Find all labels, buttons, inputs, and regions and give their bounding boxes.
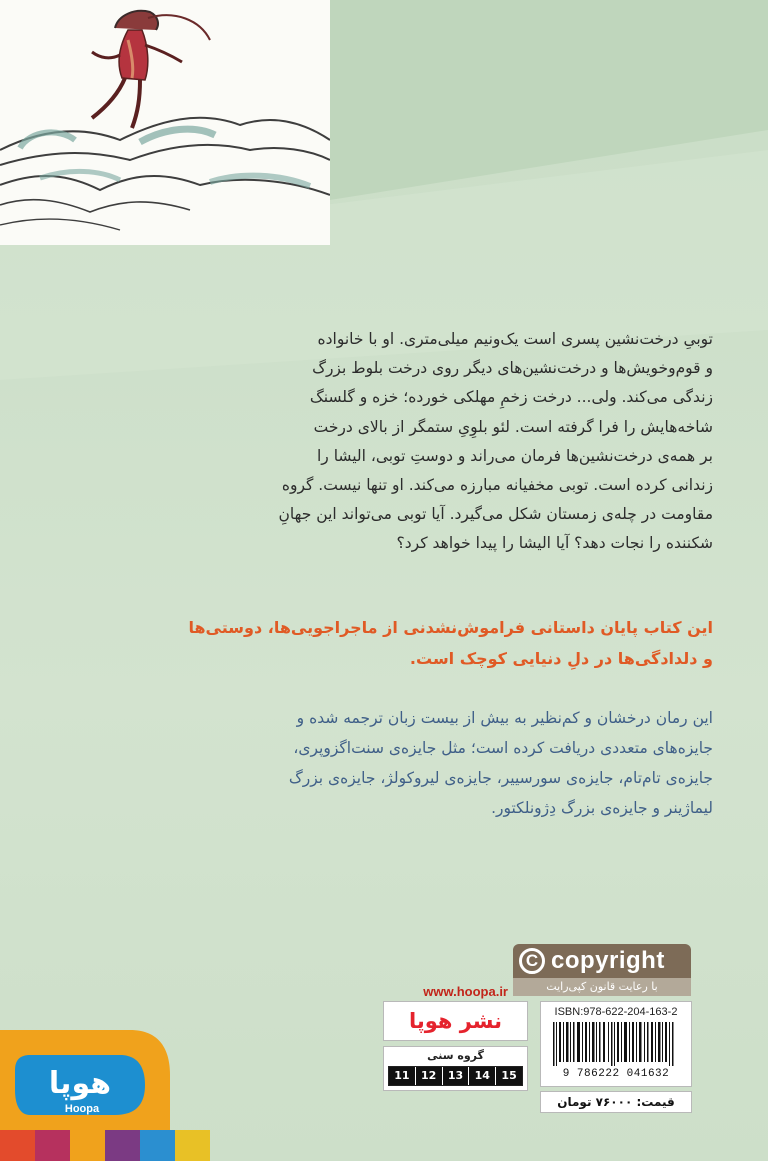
awards-line: این رمان درخشان و کم‌نظیر به بیش از بیست زبان ترجمه شده و bbox=[296, 709, 713, 727]
age-group-label: گروه سنی bbox=[427, 1049, 484, 1062]
description-line: زندانی کرده است. توبی مخفیانه مبارزه می‌کند. او تنها نیست. گروه bbox=[281, 476, 713, 495]
copyright-word: copyright bbox=[551, 947, 665, 974]
price-text: قیمت: ۷۶۰۰۰ تومان bbox=[557, 1095, 675, 1109]
age-cell: 11 bbox=[389, 1067, 416, 1085]
isbn-box bbox=[540, 1001, 692, 1087]
age-cell: 13 bbox=[443, 1067, 470, 1085]
age-cell: 12 bbox=[416, 1067, 443, 1085]
hoopa-logo bbox=[0, 1030, 170, 1130]
girl-on-branches-illustration bbox=[0, 0, 330, 245]
logo-latin-text: Hoopa bbox=[64, 1103, 100, 1115]
stripe bbox=[35, 1130, 70, 1161]
description-line: بر همه‌ی درخت‌نشین‌ها فرمان می‌راند و دوستِ توبی، الیشا را bbox=[316, 446, 713, 465]
description-line: شاخه‌هایش را فرا گرفته است. لئو بلوِیِ ستمگر از بالای درخت bbox=[313, 417, 713, 436]
stripe bbox=[70, 1130, 105, 1161]
highlight-paragraph bbox=[183, 612, 713, 674]
age-group-box bbox=[383, 1046, 528, 1091]
copyright-subtitle: با رعایت قانون کپی‌رایت bbox=[513, 978, 691, 996]
description-paragraph bbox=[193, 325, 713, 559]
highlight-line: این کتاب پایان داستانی فراموش‌نشدنی از ماجراجویی‌ها، دوستی‌ها bbox=[188, 618, 713, 637]
age-cell: 15 bbox=[496, 1067, 522, 1085]
age-group-strip bbox=[388, 1066, 523, 1086]
awards-line: جایزه‌ی تام‌تام، جایزه‌ی سورسییر، جایزه‌ی لیروکولژ، جایزه‌ی بزرگ bbox=[288, 769, 713, 787]
description-line: مقاومت در چله‌ی زمستان شکل می‌گیرد. آیا توبی می‌تواند این جهانِ bbox=[278, 505, 713, 524]
awards-paragraph bbox=[183, 703, 713, 823]
awards-line: لیماژینر و جایزه‌ی بزرگ دِژونلکتور. bbox=[491, 799, 713, 817]
stripe bbox=[175, 1130, 210, 1161]
awards-line: جایزه‌های متعددی دریافت کرده است؛ مثل جایزه‌ی سنت‌اگزوپری، bbox=[293, 739, 713, 757]
publisher-name: نشر هوپا bbox=[408, 1009, 503, 1033]
color-stripes bbox=[0, 1130, 210, 1161]
description-line: زندگی می‌کند. ولی... درخت زخمِ مهلکی خورده؛ خزه و گلسنگ bbox=[309, 388, 713, 407]
copyright-header bbox=[513, 944, 691, 978]
stripe bbox=[140, 1130, 175, 1161]
copyright-badge bbox=[513, 944, 691, 996]
barcode-icon bbox=[551, 1022, 681, 1072]
description-line: توبیِ درخت‌نشین پسری است یک‌ونیم میلی‌متری. او با خانواده bbox=[317, 330, 713, 348]
highlight-line: و دلدادگی‌ها در دلِ دنیایی کوچک است. bbox=[409, 649, 713, 668]
isbn-text: ISBN:978-622-204-163-2 bbox=[554, 1006, 678, 1018]
description-line: شکننده را نجات دهد؟ آیا الیشا را پیدا خواهد کرد؟ bbox=[396, 534, 713, 553]
age-cell: 14 bbox=[469, 1067, 496, 1085]
logo-text: هوپا bbox=[48, 1066, 112, 1101]
price-box bbox=[540, 1091, 692, 1113]
description-line: و قوم‌وخویش‌ها و درخت‌نشین‌های دیگر روی درخت بلوط بزرگ bbox=[312, 359, 713, 378]
barcode-number: 9 786222 041632 bbox=[562, 1068, 670, 1080]
publisher-name-box bbox=[383, 1001, 528, 1041]
stripe bbox=[105, 1130, 140, 1161]
publisher-website: www.hoopa.ir bbox=[423, 984, 508, 999]
copyright-icon: C bbox=[519, 948, 545, 974]
stripe bbox=[0, 1130, 35, 1161]
cover-illustration bbox=[0, 0, 330, 245]
